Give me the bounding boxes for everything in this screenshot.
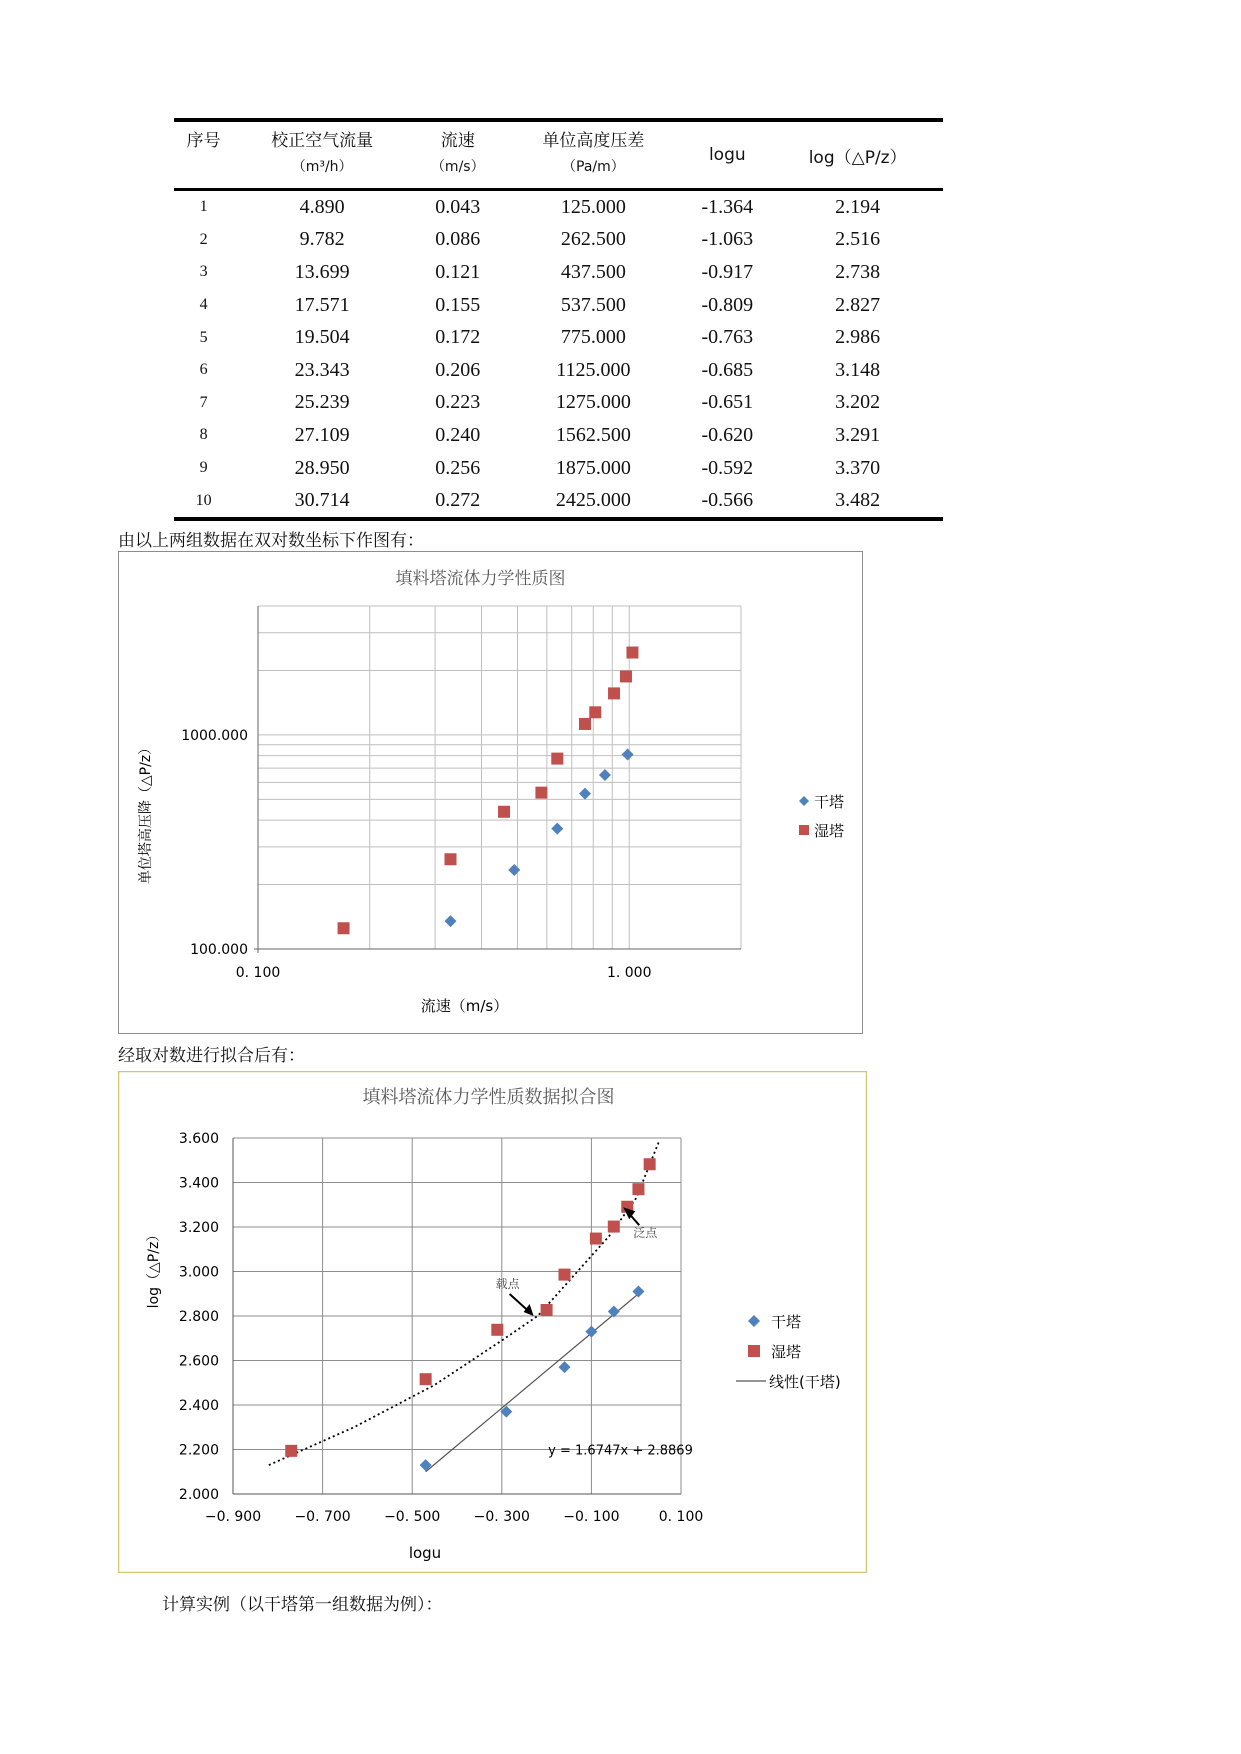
- y-axis-label: 单位塔高压降（△P/z）: [138, 740, 154, 885]
- data-point-wet: [644, 1158, 656, 1170]
- table-cell: 1562.500: [555, 423, 631, 446]
- legend-label-fit: 线性(干塔): [769, 1373, 841, 1391]
- data-point-wet: [535, 787, 547, 799]
- chart-title: 填料塔流体力学性质数据拟合图: [362, 1087, 615, 1108]
- table-cell: 5: [199, 328, 208, 346]
- table-cell: 0.086: [435, 228, 481, 251]
- table-cell: 0.206: [435, 358, 481, 381]
- y-tick-label: 3.600: [178, 1131, 219, 1147]
- unit-pressure: （Pa/m）: [562, 159, 625, 175]
- data-point-wet: [559, 1269, 571, 1281]
- y-tick-label: 2.000: [178, 1487, 219, 1503]
- data-point-wet: [608, 687, 620, 699]
- x-tick-label: −0. 900: [204, 1509, 262, 1525]
- table-cell: 2: [199, 230, 208, 248]
- data-point-wet: [498, 806, 510, 818]
- data-point-wet: [285, 1445, 297, 1457]
- table-row: [174, 224, 943, 257]
- unit-index: [174, 154, 233, 190]
- table-cell: -1.364: [701, 195, 754, 218]
- table-row: [174, 419, 943, 452]
- table-cell: 2.986: [835, 326, 881, 349]
- y-tick-label: 3.200: [178, 1220, 219, 1236]
- y-tick-label: 2.600: [178, 1353, 219, 1370]
- data-point-wet: [420, 1373, 432, 1385]
- chart-fit: [118, 1071, 867, 1573]
- x-tick-label: 1. 000: [606, 965, 652, 981]
- table-cell: 2.827: [835, 293, 881, 316]
- table-row: [174, 387, 943, 420]
- data-point-wet: [444, 853, 456, 865]
- paragraph-example: 计算实例（以干塔第一组数据为例）：: [162, 1595, 443, 1615]
- table-cell: 3.202: [835, 391, 881, 414]
- table-cell: 4.890: [299, 195, 345, 218]
- header-logu: logu: [708, 145, 746, 165]
- data-point-wet: [541, 1304, 553, 1316]
- table-cell: 6: [199, 361, 208, 379]
- y-tick-label: 3.000: [178, 1264, 219, 1281]
- data-point-wet: [748, 1345, 760, 1357]
- unit-flow: （m³/h）: [291, 159, 353, 175]
- table-cell: 0.155: [435, 293, 481, 316]
- table-cell: 1275.000: [555, 391, 631, 414]
- data-point-wet: [632, 1183, 644, 1195]
- annotation-load-point: 载点: [495, 1277, 520, 1291]
- y-tick-label: 2.200: [178, 1442, 219, 1459]
- table-cell: 2.516: [835, 228, 881, 251]
- table-header-row: [174, 120, 943, 154]
- data-table-container: [174, 118, 943, 521]
- table-cell: 537.500: [560, 293, 626, 316]
- table-cell: 2425.000: [555, 489, 631, 512]
- paragraph-loglog-intro: 由以上两组数据在双对数坐标下作图有：: [118, 531, 424, 551]
- table-cell: 1125.000: [556, 358, 631, 381]
- table-row: [174, 354, 943, 387]
- x-tick-label: −0. 500: [384, 1509, 441, 1525]
- table-cell: 1: [199, 198, 208, 216]
- table-cell: -0.620: [701, 423, 754, 446]
- legend-label-dry: 干塔: [814, 793, 845, 811]
- table-cell: 30.714: [294, 489, 350, 512]
- chart-fit-svg: [118, 1071, 867, 1573]
- unit-velocity: （m/s）: [430, 159, 485, 175]
- x-tick-label: −0. 700: [294, 1509, 351, 1525]
- table-cell: -0.592: [701, 456, 754, 479]
- table-cell: 2.194: [835, 195, 881, 218]
- y-axis-label: log（△P/z）: [146, 1227, 162, 1309]
- data-point-wet: [626, 647, 638, 659]
- header-pressure: 单位高度压差: [542, 130, 645, 151]
- header-index: 序号: [186, 130, 221, 151]
- table-cell: -0.685: [701, 358, 754, 381]
- data-point-wet: [589, 706, 601, 718]
- x-axis-label: logu: [408, 1544, 442, 1562]
- table-cell: 0.256: [435, 456, 481, 479]
- y-tick-label: 3.400: [178, 1175, 219, 1192]
- table-cell: 8: [199, 426, 208, 444]
- chart-title: 填料塔流体力学性质图: [395, 569, 566, 589]
- paragraph-fit-intro: 经取对数进行拟合后有：: [118, 1046, 305, 1066]
- header-logp: log（△P/z）: [808, 147, 907, 168]
- legend-label-dry: 干塔: [771, 1313, 802, 1331]
- table-row: [174, 190, 943, 224]
- table-row: [174, 289, 943, 322]
- data-point-wet: [338, 922, 350, 934]
- table-cell: 28.950: [294, 456, 350, 479]
- table-cell: -0.917: [701, 260, 754, 283]
- table-cell: 0.272: [435, 489, 481, 512]
- table-cell: 437.500: [560, 260, 626, 283]
- table-cell: 0.223: [435, 391, 481, 414]
- header-flow: 校正空气流量: [271, 130, 374, 151]
- table-row: [174, 452, 943, 485]
- data-point-wet: [608, 1221, 620, 1233]
- table-cell: 262.500: [560, 228, 626, 251]
- table-cell: 2.738: [835, 260, 881, 283]
- y-tick-label: 100.000: [190, 942, 248, 958]
- chart-frame: [119, 552, 863, 1034]
- annotation-flood-point: 泛点: [633, 1226, 658, 1241]
- y-tick-label: 2.400: [178, 1398, 219, 1414]
- table-row: [174, 256, 943, 289]
- legend-label-wet: 湿塔: [814, 822, 845, 840]
- chart-loglog-svg: [118, 551, 863, 1034]
- data-point-wet: [579, 718, 591, 730]
- table-row: [174, 321, 943, 354]
- data-table: [174, 118, 943, 521]
- data-point-wet: [799, 825, 809, 835]
- table-cell: 3: [199, 263, 208, 281]
- table-cell: 0.121: [435, 260, 481, 283]
- table-cell: 27.109: [294, 423, 350, 446]
- table-cell: 9: [199, 459, 208, 477]
- table-cell: -0.566: [701, 489, 754, 512]
- table-cell: 4: [199, 296, 208, 314]
- table-cell: 19.504: [294, 326, 350, 349]
- fit-equation: y = 1.6747x + 2.8869: [548, 1443, 693, 1459]
- data-point-wet: [620, 670, 632, 682]
- table-row: [174, 484, 943, 519]
- table-cell: 125.000: [560, 195, 626, 218]
- table-cell: 0.240: [435, 423, 481, 446]
- table-cell: 13.699: [294, 260, 350, 283]
- table-cell: 10: [195, 491, 212, 509]
- table-cell: -0.651: [701, 391, 754, 414]
- x-tick-label: −0. 100: [563, 1509, 620, 1525]
- x-tick-label: 0. 100: [235, 965, 281, 981]
- data-point-wet: [491, 1324, 503, 1336]
- y-tick-label: 2.800: [178, 1309, 219, 1325]
- table-cell: 17.571: [294, 293, 350, 316]
- table-cell: 7: [199, 393, 208, 411]
- x-tick-label: 0. 100: [658, 1509, 704, 1525]
- table-cell: 1875.000: [555, 456, 631, 479]
- table-cell: 3.370: [835, 456, 881, 479]
- x-tick-label: −0. 300: [473, 1509, 530, 1525]
- table-cell: 3.291: [835, 423, 881, 446]
- table-cell: 0.043: [435, 195, 481, 218]
- table-cell: 25.239: [294, 391, 350, 414]
- table-cell: 9.782: [299, 228, 345, 251]
- header-velocity: 流速: [440, 130, 475, 151]
- table-cell: 3.482: [835, 489, 881, 512]
- legend-label-wet: 湿塔: [771, 1343, 802, 1361]
- table-cell: 0.172: [435, 326, 481, 349]
- table-cell: -0.763: [701, 326, 754, 349]
- y-tick-label: 1000.000: [181, 727, 248, 744]
- chart-loglog: [118, 551, 863, 1034]
- table-cell: 3.148: [835, 358, 881, 381]
- data-point-wet: [590, 1233, 602, 1245]
- data-point-wet: [551, 753, 563, 765]
- table-cell: 23.343: [294, 358, 350, 381]
- table-cell: -0.809: [701, 293, 754, 316]
- x-axis-label: 流速（m/s）: [420, 997, 509, 1015]
- table-cell: -1.063: [701, 228, 754, 251]
- table-cell: 775.000: [560, 326, 626, 349]
